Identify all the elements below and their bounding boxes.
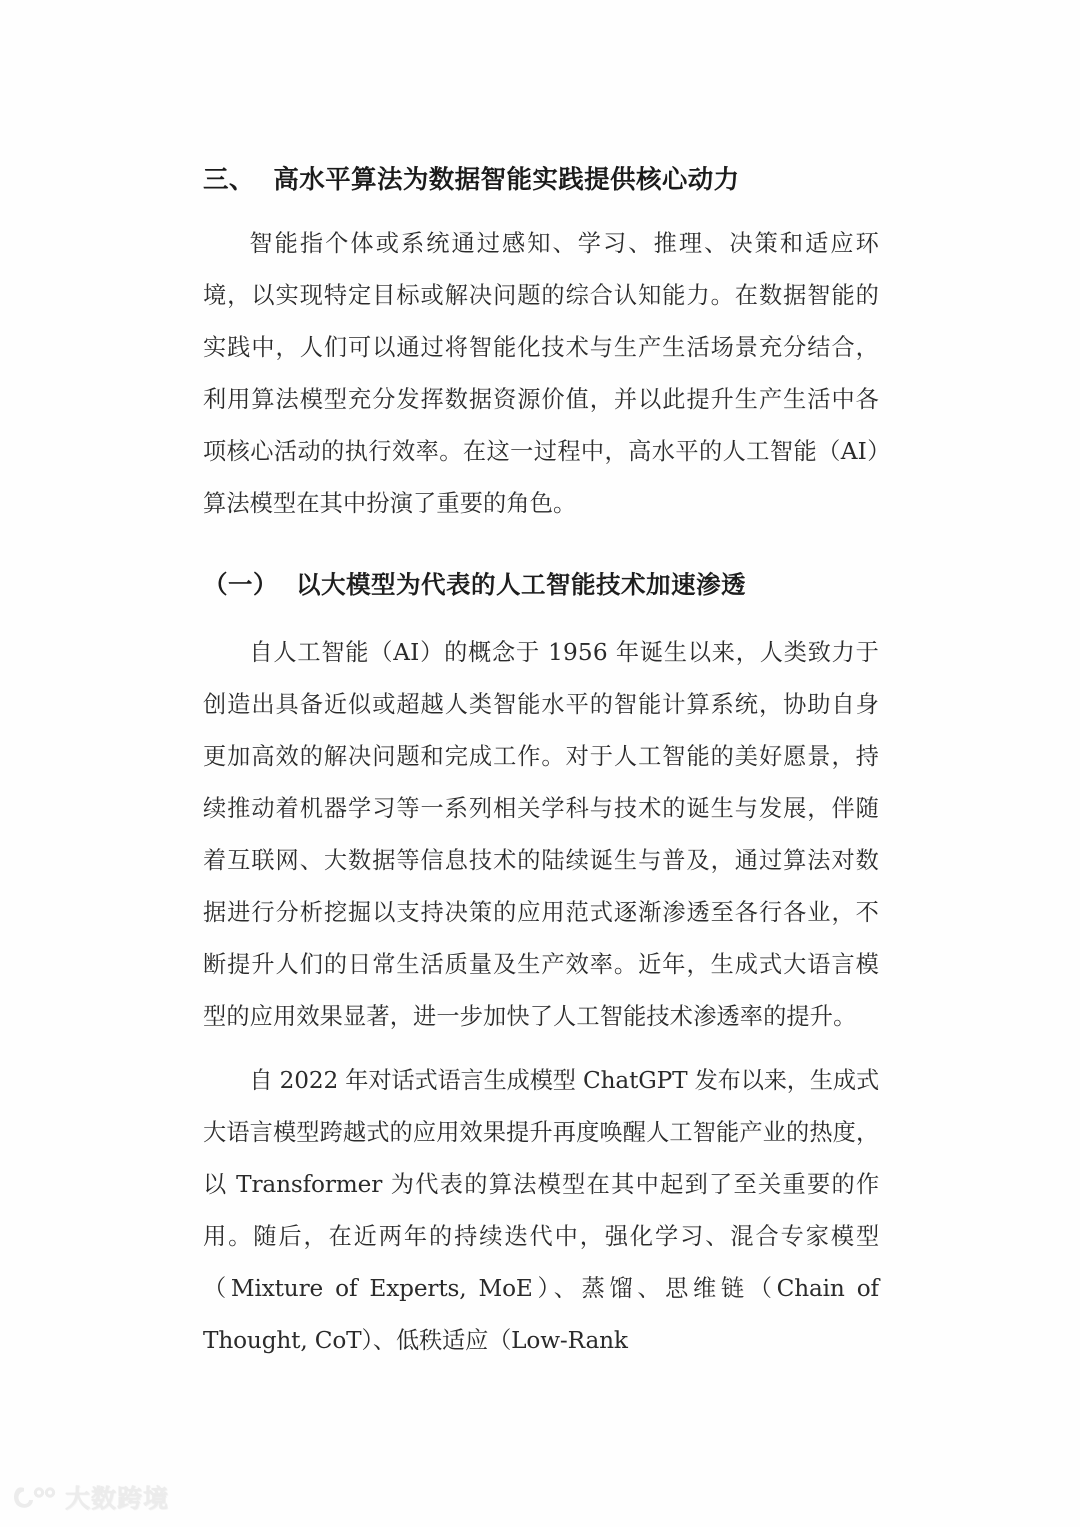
sub-heading: （一） 以大模型为代表的人工智能技术加速渗透 — [203, 570, 747, 600]
paragraph-chatgpt-era: 自 2022 年对话式语言生成模型 ChatGPT 发布以来，生成式大语言模型跨越式的应用效果提升再度唤醒人工智能产业的热度，以 Transformer 为代表的算法模型在其中起到了至关重要的作用。随后，在近两年的持续迭代中，强化学习、混合专家模型（Mixture of Experts, MoE）、蒸馏、思维链（Chain of Thought, CoT）、低秩适应（Low-Rank — [203, 1066, 879, 1354]
document-content-column — [203, 0, 879, 1367]
watermark-text: 大数跨境 — [65, 1483, 170, 1513]
section-heading: 三、 高水平算法为数据智能实践提供核心动力 — [203, 165, 740, 195]
watermark — [12, 1485, 169, 1511]
dashu-logo-icon — [12, 1485, 58, 1511]
paragraph-intelligence-definition: 智能指个体或系统通过感知、学习、推理、决策和适应环境，以实现特定目标或解决问题的综合认知能力。在数据智能的实践中，人们可以通过将智能化技术与生产生活场景充分结合，利用算法模型充分发挥数据资源价值，并以此提升生产生活中各项核心活动的执行效率。在这一过程中，高水平的人工智能（AI）算法模型在其中扮演了重要的角色。 — [203, 230, 879, 518]
paragraph-ai-history: 自人工智能（AI）的概念于 1956 年诞生以来，人类致力于创造出具备近似或超越人类智能水平的智能计算系统，协助自身更加高效的解决问题和完成工作。对于人工智能的美好愿景，持续推动着机器学习等一系列相关学科与技术的诞生与发展，伴随着互联网、大数据等信息技术的陆续诞生与普及，通过算法对数据进行分析挖掘以支持决策的应用范式逐渐渗透至各行各业，不断提升人们的日常生活质量及生产效率。近年，生成式大语言模型的应用效果显著，进一步加快了人工智能技术渗透率的提升。 — [203, 638, 879, 1030]
